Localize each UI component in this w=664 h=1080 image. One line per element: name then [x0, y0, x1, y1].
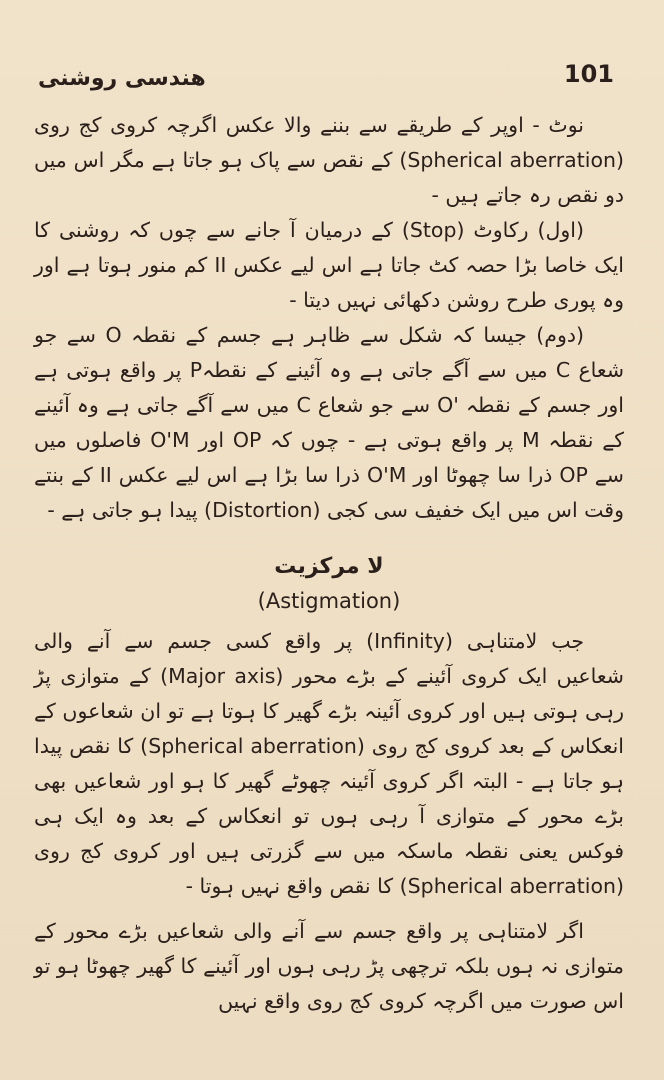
section-heading: لا مرکزیت — [274, 554, 384, 579]
note-paragraph: نوٹ - اوپر کے طریقے سے بننے والا عکس اگرچہ کروی کج روی (Spherical aberration) کے نقص سے پاک ہو جاتا ہے مگر اس میں دو نقص رہ جاتے ہیں - — [34, 113, 624, 207]
section-subheading: (Astigmation) — [257, 589, 401, 613]
astigmation-paragraph-2: اگر لامتناہی پر واقع جسم سے آنے والی شعاعیں بڑے محور کے متوازی نہ ہوں بلکہ ترچھی پڑ رہی ہوں اور آئینے کا گھیر چھوٹا ہو تو اس صورت میں اگرچہ کروی کج روی واقع نہیں — [34, 919, 624, 1013]
second-defect-paragraph: (دوم) جیسا کہ شکل سے ظاہر ہے جسم کے نقطہ O سے جو شعاع C میں سے آگے جاتی ہے وہ آئینے کے نقطہP پر واقع ہوتی ہے اور جسم کے نقطہ 'O سے جو شعاع C میں سے آگے جاتی ہے وہ آئینے کے نقطہ M پر واقع ہوتی ہے - چوں کہ OP اور O'M فاصلوں میں سے OP ذرا سا چھوٹا اور O'M ذرا سا بڑا ہے اس لیے عکس II کے بنتے وقت اس میں ایک خفیف سی کجی (Distortion) پیدا ہو جاتی ہے - — [34, 323, 624, 522]
astigmation-paragraph-1: جب لامتناہی (Infinity) پر واقع کسی جسم سے آنے والی شعاعیں ایک کروی آئینے کے بڑے محور (Major axis) کے متوازی پڑ رہی ہوتی ہیں اور کروی آئینہ بڑے گھیر کا ہوتا ہے تو ان شعاعوں کے انعکاس کے بعد کروی کج روی (Spherical aberration) کا نقص پیدا ہو جاتا ہے - البتہ اگر کروی آئینہ چھوٹے گھیر کا ہو اور شعاعیں بھی بڑے محور کے متوازی آ رہی ہوں تو انعکاس کے بعد وہ ایک ہی فوکس یعنی نقطہ ماسکہ میں سے گزرتی ہیں اور کروی کج روی (Spherical aberration) کا نقص واقع نہیں ہوتا - — [34, 629, 624, 898]
running-title: هندسی روشنی — [38, 66, 206, 91]
page-number: 101 — [563, 60, 614, 88]
body-text — [34, 108, 624, 1019]
first-defect-paragraph: (اول) رکاوٹ (Stop) کے درمیان آ جانے سے چوں کہ روشنی کا ایک خاصا بڑا حصہ کٹ جاتا ہے اس لیے عکس II کم منور ہوتا ہے اور وہ پوری طرح روشن دکھائی نہیں دیتا - — [34, 218, 624, 312]
page-header — [38, 60, 614, 100]
